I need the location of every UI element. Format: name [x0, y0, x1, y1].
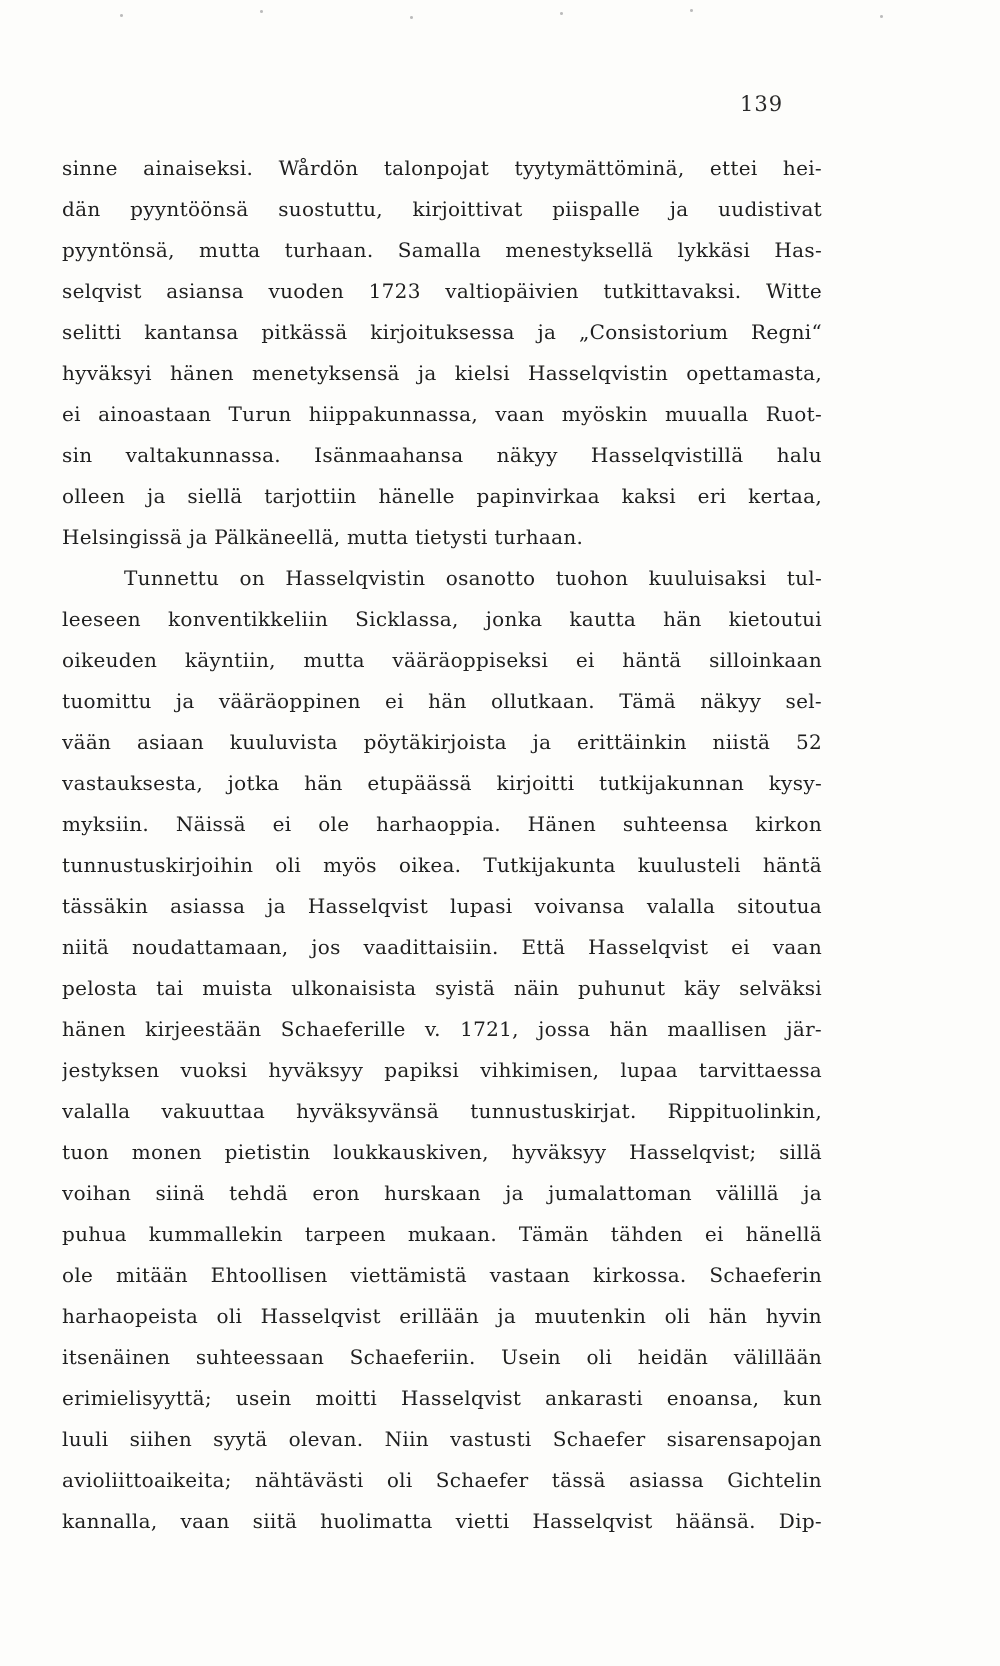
text-line: tässäkin asiassa ja Hasselqvist lupasi voivansa valalla sitoutua [62, 894, 822, 918]
text-line: vastauksesta, jotka hän etupäässä kirjoitti tutkijakunnan kysy- [62, 771, 822, 795]
text-line: leeseen konventikkeliin Sicklassa, jonka kautta hän kietoutui [62, 607, 822, 631]
text-line: niitä noudattamaan, jos vaadittaisiin. Että Hasselqvist ei vaan [62, 935, 822, 959]
text-line: tuon monen pietistin loukkauskiven, hyväksyy Hasselqvist; sillä [62, 1140, 822, 1164]
text-line: ei ainoastaan Turun hiippakunnassa, vaan myöskin muualla Ruot- [62, 402, 822, 426]
text-line: Helsingissä ja Pälkäneellä, mutta tietysti turhaan. [62, 525, 584, 549]
text-line: selitti kantansa pitkässä kirjoituksessa ja „Consistorium Regni“ [62, 320, 822, 344]
scan-speck [560, 12, 563, 15]
text-line: puhua kummallekin tarpeen mukaan. Tämän tähden ei hänellä [62, 1222, 822, 1246]
text-line: vään asiaan kuuluvista pöytäkirjoista ja erittäinkin niistä 52 [62, 730, 822, 754]
text-line: sinne ainaiseksi. Wårdön talonpojat tyytymättöminä, ettei hei- [62, 156, 822, 180]
body-text [62, 148, 822, 1542]
text-line: pyyntönsä, mutta turhaan. Samalla menestyksellä lykkäsi Has- [62, 238, 822, 262]
scan-speck [410, 16, 413, 19]
text-line: erimielisyyttä; usein moitti Hasselqvist ankarasti enoansa, kun [62, 1386, 822, 1410]
scan-speck [880, 15, 883, 18]
text-line: ole mitään Ehtoollisen viettämistä vastaan kirkossa. Schaeferin [62, 1263, 822, 1287]
text-line: pelosta tai muista ulkonaisista syistä näin puhunut käy selväksi [62, 976, 822, 1000]
text-line: myksiin. Näissä ei ole harhaoppia. Hänen suhteensa kirkon [62, 812, 822, 836]
text-line: sin valtakunnassa. Isänmaahansa näkyy Hasselqvistillä halu [62, 443, 822, 467]
text-line: Tunnettu on Hasselqvistin osanotto tuohon kuuluisaksi tul- [124, 566, 822, 590]
text-line: tuomittu ja vääräoppinen ei hän ollutkaan. Tämä näkyy sel- [62, 689, 822, 713]
scan-speck [260, 10, 263, 13]
text-line: hyväksyi hänen menetyksensä ja kielsi Hasselqvistin opettamasta, [62, 361, 822, 385]
text-line: oikeuden käyntiin, mutta vääräoppiseksi ei häntä silloinkaan [62, 648, 822, 672]
text-line: voihan siinä tehdä eron hurskaan ja jumalattoman välillä ja [62, 1181, 822, 1205]
text-line: harhaopeista oli Hasselqvist erillään ja muutenkin oli hän hyvin [62, 1304, 822, 1328]
scan-speck [120, 14, 123, 17]
scan-speck [690, 9, 693, 12]
text-line: avioliittoaikeita; nähtävästi oli Schaefer tässä asiassa Gichtelin [62, 1468, 822, 1492]
text-line: hänen kirjeestään Schaeferille v. 1721, jossa hän maallisen jär- [62, 1017, 822, 1041]
text-line: valalla vakuuttaa hyväksyvänsä tunnustuskirjat. Rippituolinkin, [62, 1099, 822, 1123]
text-line: selqvist asiansa vuoden 1723 valtiopäivien tutkittavaksi. Witte [62, 279, 822, 303]
text-line: luuli siihen syytä olevan. Niin vastusti Schaefer sisarensapojan [62, 1427, 822, 1451]
text-line: tunnustuskirjoihin oli myös oikea. Tutkijakunta kuulusteli häntä [62, 853, 822, 877]
text-line: dän pyyntöönsä suostuttu, kirjoittivat piispalle ja uudistivat [62, 197, 822, 221]
page-number: 139 [740, 92, 784, 116]
text-line: jestyksen vuoksi hyväksyy papiksi vihkimisen, lupaa tarvittaessa [62, 1058, 822, 1082]
text-line: olleen ja siellä tarjottiin hänelle papinvirkaa kaksi eri kertaa, [62, 484, 822, 508]
text-line: kannalla, vaan siitä huolimatta vietti Hasselqvist häänsä. Dip- [62, 1509, 822, 1533]
text-line: itsenäinen suhteessaan Schaeferiin. Usein oli heidän välillään [62, 1345, 822, 1369]
